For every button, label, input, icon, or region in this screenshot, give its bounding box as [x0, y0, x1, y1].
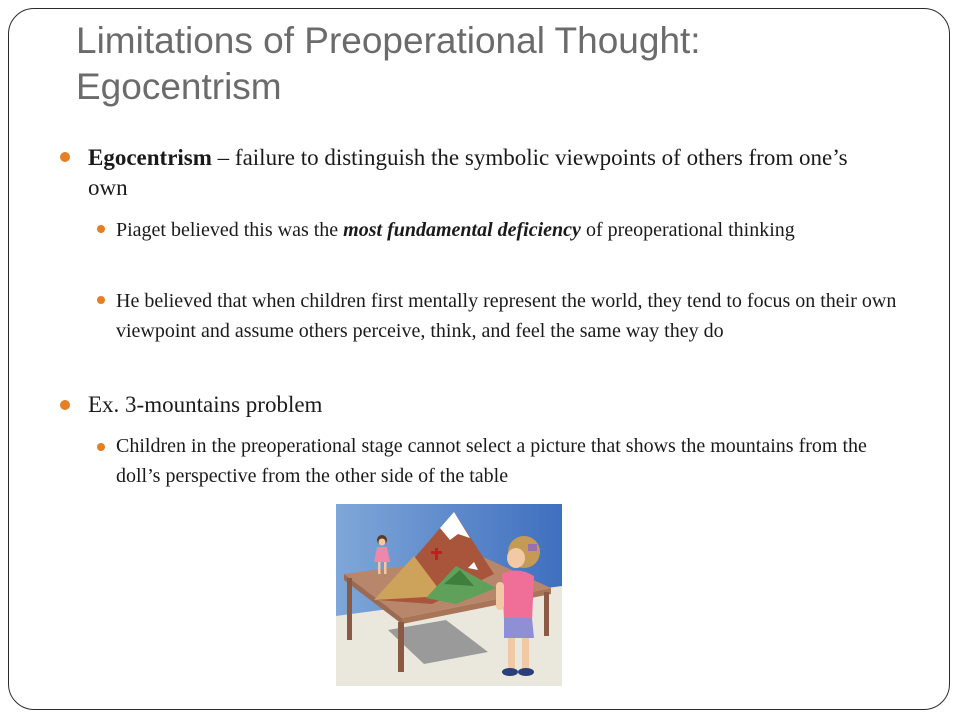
definition-text: – failure to distinguish the symbolic viewpoints of others from one’s own: [88, 145, 848, 200]
sub1-emphasis: most fundamental deficiency: [343, 219, 581, 241]
term-egocentrism: Egocentrism: [88, 145, 212, 170]
sub-bullet-dot: [97, 296, 105, 304]
sub1-post: of preoperational thinking: [580, 219, 795, 241]
bullet-dot: [60, 152, 70, 162]
slide-title: Limitations of Preoperational Thought: Egocentrism: [76, 20, 701, 107]
sub-bullet-piaget: [116, 215, 906, 245]
sub-bullet-dot: [97, 443, 105, 451]
bullet-three-mountains: Ex. 3-mountains problem: [88, 392, 323, 417]
bullet-egocentrism: [88, 143, 868, 203]
sub-bullet-children-represent: He believed that when children first mentally represent the world, they tend to focus on their own viewpoint and assume others perceive, think, and feel the same way they do: [116, 290, 897, 342]
sub-bullet-dot: [97, 225, 105, 233]
sub-bullet-doll-perspective: Children in the preoperational stage cannot select a picture that shows the mountains from the doll’s perspective from the other side of the table: [116, 435, 867, 487]
bullet-dot: [60, 400, 70, 410]
three-mountains-illustration: [336, 504, 562, 686]
sub1-pre: Piaget believed this was the: [116, 219, 344, 241]
